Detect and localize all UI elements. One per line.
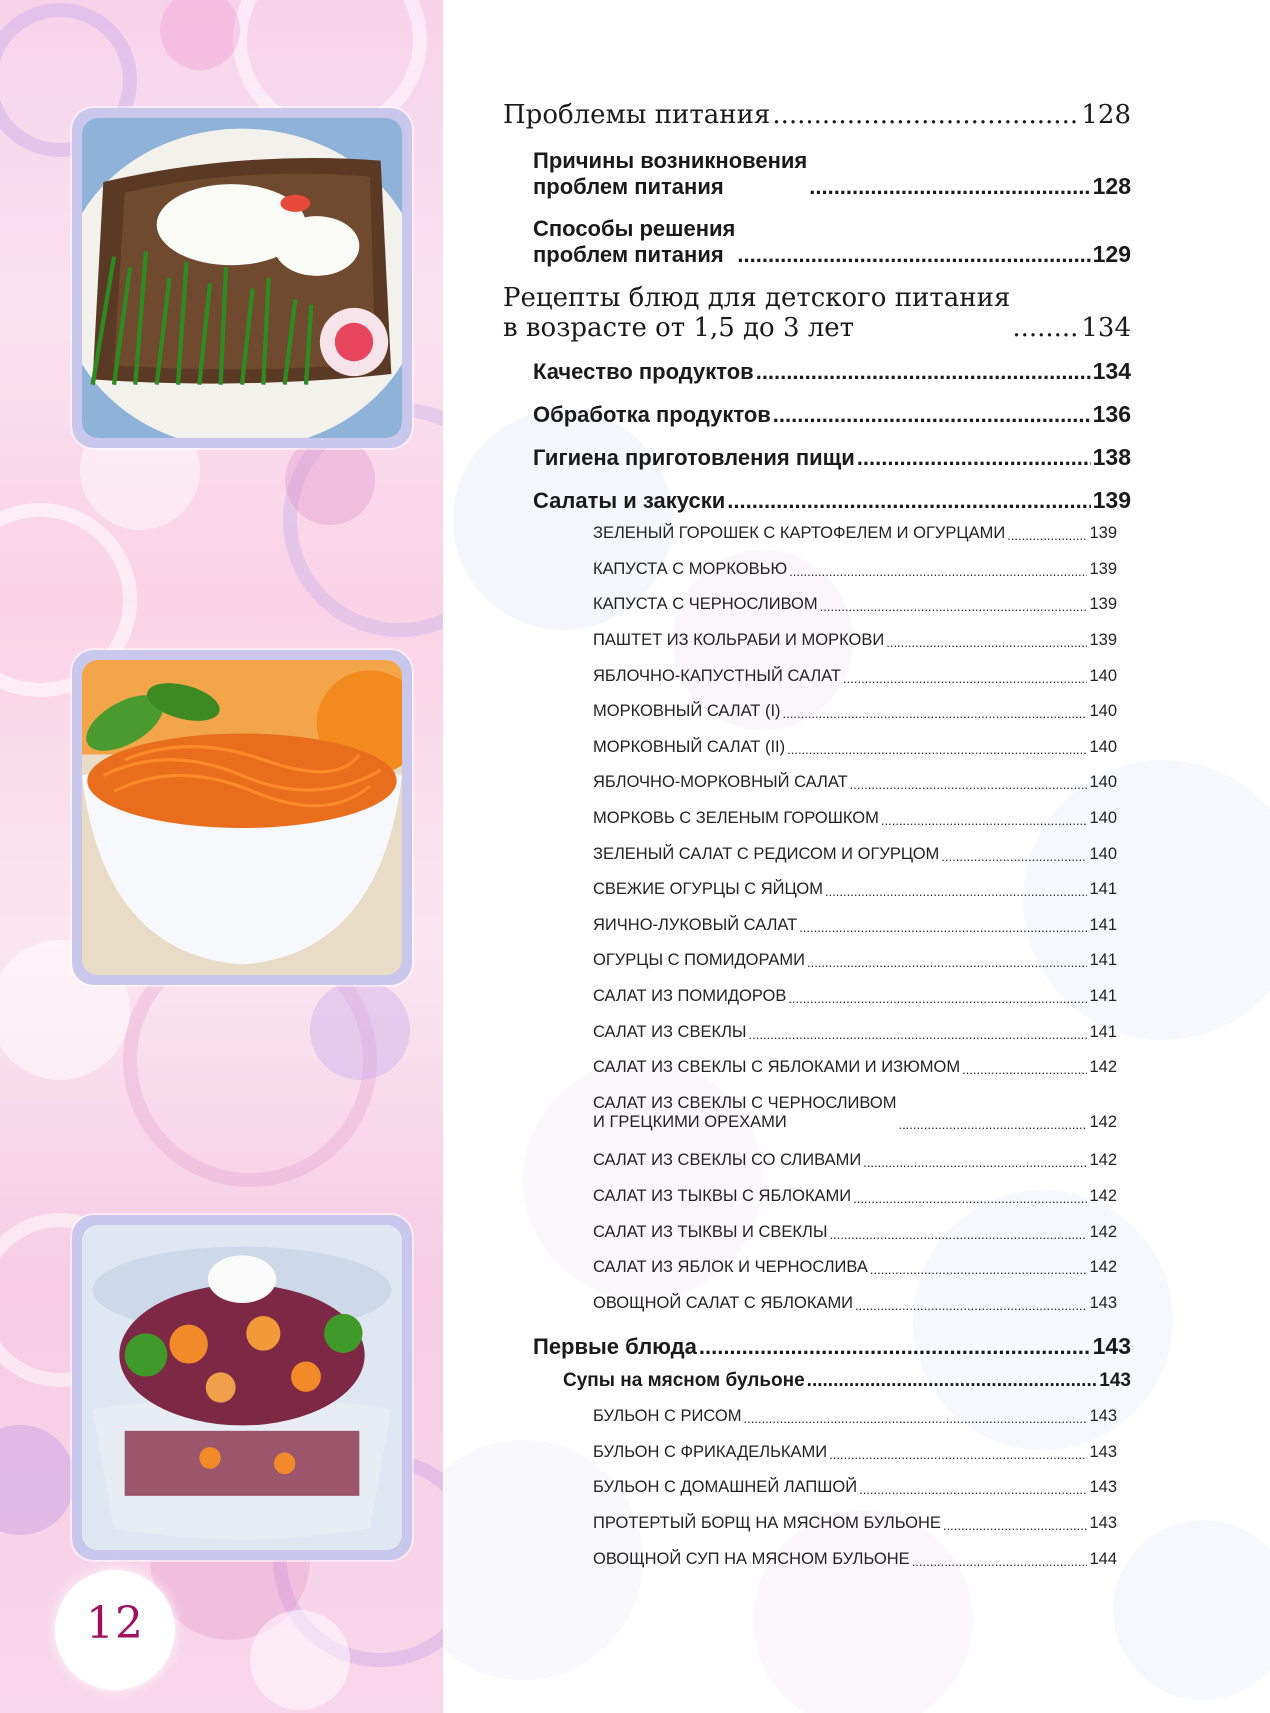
toc-title: Проблемы питания <box>503 100 771 130</box>
toc-leader <box>699 1334 1091 1360</box>
toc-entry[interactable] <box>593 1550 1117 1569</box>
toc-entry[interactable] <box>593 1258 1117 1277</box>
toc-page: 134 <box>1081 313 1131 343</box>
toc-title: ЯИЧНО-ЛУКОВЫЙ САЛАТ <box>593 916 798 934</box>
toc-entry[interactable] <box>593 1478 1117 1497</box>
toc-title: ОВОЩНОЙ САЛАТ С ЯБЛОКАМИ <box>593 1294 854 1312</box>
toc-page: 139 <box>1089 631 1117 649</box>
toc-leader <box>898 1117 1087 1132</box>
toc-page: 134 <box>1092 358 1131 384</box>
toc-entry[interactable] <box>593 916 1117 935</box>
toc-leader <box>788 991 1087 1006</box>
toc-entry[interactable] <box>533 148 1131 200</box>
toc-page: 141 <box>1089 880 1117 898</box>
toc-title: ПАШТЕТ ИЗ КОЛЬРАБИ И МОРКОВИ <box>593 631 885 649</box>
toc-title: проблем питания <box>533 242 724 267</box>
toc-title: САЛАТ ИЗ ЯБЛОК И ЧЕРНОСЛИВА <box>593 1258 868 1276</box>
toc-page: 128 <box>1092 173 1131 199</box>
toc-leader <box>870 1262 1088 1277</box>
toc-leader <box>941 849 1087 864</box>
toc-entry[interactable] <box>593 738 1117 757</box>
toc-page: 143 <box>1089 1294 1117 1312</box>
toc-title: САЛАТ ИЗ СВЕКЛЫ СО СЛИВАМИ <box>593 1151 862 1169</box>
toc-entry[interactable] <box>593 1407 1117 1426</box>
toc-entry[interactable] <box>593 773 1117 792</box>
toc-leader <box>727 488 1090 514</box>
toc-entry[interactable] <box>593 1151 1117 1170</box>
toc-page: 139 <box>1092 487 1131 513</box>
toc-title: КАПУСТА С МОРКОВЬЮ <box>593 560 788 578</box>
toc-entry[interactable] <box>593 560 1117 579</box>
toc-page: 144 <box>1089 1550 1117 1568</box>
toc-entry[interactable] <box>593 1187 1117 1206</box>
toc-page: 140 <box>1089 773 1117 791</box>
toc-entry[interactable] <box>593 987 1117 1006</box>
toc-title: МОРКОВЬ С ЗЕЛЕНЫМ ГОРОШКОМ <box>593 809 879 827</box>
toc-entry[interactable] <box>593 809 1117 828</box>
toc-page: 143 <box>1099 1370 1131 1391</box>
toc-title: САЛАТ ИЗ ТЫКВЫ И СВЕКЛЫ <box>593 1223 828 1241</box>
toc-entry[interactable] <box>593 595 1117 614</box>
toc-entry[interactable] <box>593 667 1117 686</box>
toc-leader <box>825 884 1088 899</box>
toc-title: Первые блюда <box>533 1334 697 1359</box>
toc-leader <box>855 1298 1087 1313</box>
toc-page: 140 <box>1089 738 1117 756</box>
toc-page: 143 <box>1089 1478 1117 1496</box>
toc-entry[interactable] <box>593 845 1117 864</box>
toc-page: 139 <box>1089 560 1117 578</box>
toc-leader <box>787 742 1087 757</box>
toc-entry[interactable] <box>593 951 1117 970</box>
toc-title: МОРКОВНЫЙ САЛАТ (I) <box>593 702 781 720</box>
toc-page: 140 <box>1089 845 1117 863</box>
toc-title: Качество продуктов <box>533 359 754 384</box>
toc-title: Супы на мясном бульоне <box>563 1370 805 1391</box>
toc-title: ЯБЛОЧНО-МОРКОВНЫЙ САЛАТ <box>593 773 848 791</box>
toc-entry[interactable] <box>533 401 1131 428</box>
toc-entry[interactable] <box>503 283 1131 343</box>
toc-leader <box>809 174 1090 200</box>
toc-page: 140 <box>1089 702 1117 720</box>
toc-entry[interactable] <box>533 1333 1131 1360</box>
toc-title: САЛАТ ИЗ ПОМИДОРОВ <box>593 987 787 1005</box>
toc-title: СВЕЖИЕ ОГУРЦЫ С ЯЙЦОМ <box>593 880 823 898</box>
toc-page: 140 <box>1089 809 1117 827</box>
toc-entry[interactable] <box>563 1370 1131 1392</box>
toc-title: САЛАТ ИЗ СВЕКЛЫ С ЧЕРНОСЛИВОМ <box>593 1094 897 1112</box>
toc-leader <box>1012 313 1079 343</box>
toc-page: 129 <box>1092 241 1131 267</box>
toc-page: 142 <box>1089 1151 1117 1169</box>
toc-title: ЯБЛОЧНО-КАПУСТНЫЙ САЛАТ <box>593 667 842 685</box>
toc-entry[interactable] <box>593 524 1117 543</box>
toc-leader <box>744 1411 1088 1426</box>
toc-page: 142 <box>1089 1058 1117 1076</box>
toc-entry[interactable] <box>593 1094 1117 1132</box>
toc-title: БУЛЬОН С ФРИКАДЕЛЬКАМИ <box>593 1443 828 1461</box>
toc-title: САЛАТ ИЗ СВЕКЛЫ С ЯБЛОКАМИ И ИЗЮМОМ <box>593 1058 961 1076</box>
toc-title: КАПУСТА С ЧЕРНОСЛИВОМ <box>593 595 818 613</box>
toc-leader <box>962 1062 1087 1077</box>
toc-leader <box>850 777 1088 792</box>
toc-title: И ГРЕЦКИМИ ОРЕХАМИ <box>593 1113 787 1131</box>
toc-title: ПРОТЕРТЫЙ БОРЩ НА МЯСНОМ БУЛЬОНЕ <box>593 1514 941 1532</box>
toc-entry[interactable] <box>593 1023 1117 1042</box>
toc-page: 141 <box>1089 916 1117 934</box>
toc-entry[interactable] <box>533 358 1131 385</box>
toc-entry[interactable] <box>533 487 1131 514</box>
toc-title: ОГУРЦЫ С ПОМИДОРАМИ <box>593 951 805 969</box>
toc-entry[interactable] <box>593 1514 1117 1533</box>
toc-page: 142 <box>1089 1258 1117 1276</box>
toc-leader <box>807 955 1087 970</box>
toc-leader <box>843 671 1087 686</box>
toc-leader <box>863 1155 1087 1170</box>
toc-leader <box>820 599 1088 614</box>
toc-page: 143 <box>1089 1407 1117 1425</box>
toc-leader <box>881 813 1088 828</box>
page-number: 12 <box>86 1598 144 1649</box>
toc-leader <box>749 1027 1088 1042</box>
toc-page: 143 <box>1089 1443 1117 1461</box>
toc-leader <box>857 445 1091 471</box>
toc-title: ЗЕЛЕНЫЙ САЛАТ С РЕДИСОМ И ОГУРЦОМ <box>593 845 940 863</box>
toc-title: Салаты и закуски <box>533 488 726 513</box>
toc-title: БУЛЬОН С РИСОМ <box>593 1407 742 1425</box>
toc-entry[interactable] <box>593 1443 1117 1462</box>
toc-entry[interactable] <box>593 1223 1117 1242</box>
toc-title: ОВОЩНОЙ СУП НА МЯСНОМ БУЛЬОНЕ <box>593 1550 910 1568</box>
toc-entry[interactable] <box>593 702 1117 721</box>
toc-leader <box>1007 528 1087 543</box>
toc-entry[interactable] <box>593 1058 1117 1077</box>
toc-leader <box>783 706 1088 721</box>
toc-entry[interactable] <box>533 444 1131 471</box>
toc-page: 128 <box>1081 100 1131 130</box>
toc-leader <box>886 635 1087 650</box>
toc-page: 141 <box>1089 1023 1117 1041</box>
toc-title: в возрасте от 1,5 до 3 лет <box>503 313 855 343</box>
toc-leader <box>789 564 1087 579</box>
toc-entry[interactable] <box>533 216 1131 268</box>
toc-title: БУЛЬОН С ДОМАШНЕЙ ЛАПШОЙ <box>593 1478 858 1496</box>
toc-page: 142 <box>1089 1187 1117 1205</box>
toc-leader <box>773 402 1091 428</box>
toc-leader <box>853 1191 1087 1206</box>
toc-page: 138 <box>1092 444 1131 470</box>
toc-title: Гигиена приготовления пищи <box>533 445 855 470</box>
toc-page: 136 <box>1092 401 1131 427</box>
toc-title: ЗЕЛЕНЫЙ ГОРОШЕК С КАРТОФЕЛЕМ И ОГУРЦАМИ <box>593 524 1006 542</box>
toc-page: 140 <box>1089 667 1117 685</box>
toc-leader <box>772 100 1079 130</box>
toc-entry[interactable] <box>593 631 1117 650</box>
toc-leader <box>737 242 1090 268</box>
toc-title: САЛАТ ИЗ СВЕКЛЫ <box>593 1023 747 1041</box>
toc-page: 142 <box>1089 1113 1117 1131</box>
toc-title: САЛАТ ИЗ ТЫКВЫ С ЯБЛОКАМИ <box>593 1187 852 1205</box>
toc-entry[interactable] <box>503 100 1131 130</box>
toc-page: 141 <box>1089 987 1117 1005</box>
toc-title: Способы решения <box>533 216 736 241</box>
toc-entry[interactable] <box>593 880 1117 899</box>
toc-page: 142 <box>1089 1223 1117 1241</box>
toc-title: Причины возникновения <box>533 148 808 173</box>
toc-page: 139 <box>1089 524 1117 542</box>
toc-title: проблем питания <box>533 174 724 199</box>
toc-leader <box>829 1227 1087 1242</box>
toc-leader <box>859 1482 1087 1497</box>
toc-leader <box>807 1370 1098 1392</box>
toc-page: 143 <box>1089 1514 1117 1532</box>
toc-page: 141 <box>1089 951 1117 969</box>
toc-leader <box>756 359 1091 385</box>
toc-title: МОРКОВНЫЙ САЛАТ (II) <box>593 738 786 756</box>
toc-page: 143 <box>1092 1333 1131 1359</box>
toc-leader <box>912 1554 1088 1569</box>
toc-entry[interactable] <box>593 1294 1117 1313</box>
toc-leader <box>943 1518 1088 1533</box>
toc-leader <box>799 920 1087 935</box>
toc-title: Обработка продуктов <box>533 402 771 427</box>
toc-page: 139 <box>1089 595 1117 613</box>
toc-title: Рецепты блюд для детского питания <box>503 283 1011 313</box>
toc-leader <box>829 1447 1087 1462</box>
